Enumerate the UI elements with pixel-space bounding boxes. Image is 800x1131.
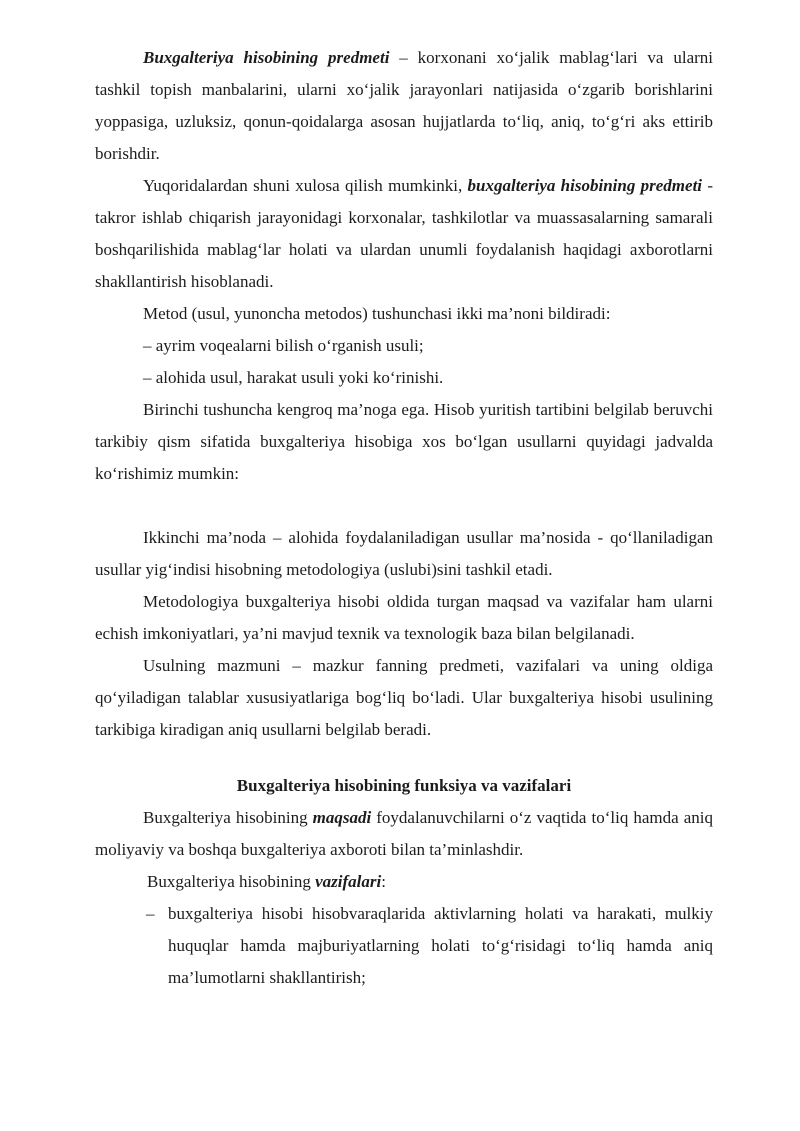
paragraph-methodology: Metodologiya buxgalteriya hisobi oldida turgan maqsad va vazifalar ham ularni echish imkoniyatlari, ya’ni mavjud texnik va texnologik baza bilan belgilanadi. [95,592,713,643]
paragraph-text: – korxonani xo‘jalik mablag‘lari va ularni tashkil topish manbalarini, ularni xo‘jalik jarayonlari natijasida o‘zgarib borishlarini yoppasiga, uzluksiz, qonun-qoidalarga asosan hujjatlarda to‘liq, aniq, to‘g‘ri aks ettirib borishdir. [95,48,713,163]
term-goal: maqsadi [312,808,372,827]
list-item [95,898,713,994]
tasks-list [95,898,713,994]
paragraph-first-meaning: Birinchi tushuncha kengroq ma’noga ega. Hisob yuritish tartibini belgilab beruvchi tarkibiy qism sifatida buxgalteriya hisobiga xos bo‘lgan usullarni quyidagi jadvalda ko‘rishimiz mumkin: [95,400,713,483]
term-subject: Buxgalteriya hisobining predmeti [143,48,390,67]
section-heading: Buxgalteriya hisobining funksiya va vazifalari [236,776,572,795]
paragraph-method-intro: Metod (usul, yunoncha metodos) tushunchasi ikki ma’noni bildiradi: [143,304,611,323]
method-meaning-2: – alohida usul, harakat usuli yoki ko‘rinishi. [143,368,444,387]
table-placeholder-gap [95,490,713,522]
paragraph-text: Yuqoridalardan shuni xulosa qilish mumkinki, [143,176,468,195]
paragraph-tasks-intro [95,866,713,898]
paragraph-second-meaning: Ikkinchi ma’noda – alohida foydalaniladigan usullar ma’nosida - qo‘llaniladigan usullar yig‘indisi hisobning metodologiya (uslubi)sini tashkil etadi. [95,528,713,579]
section-gap [95,746,713,770]
paragraph-text: foydalanuvchilarni o‘z vaqtida to‘liq hamda aniq moliyaviy va boshqa buxgalteriya axboroti bilan ta’minlashdir. [95,808,713,859]
paragraph-text: - takror ishlab chiqarish jarayonidagi korxonalar, tashkilotlar va muassasalarning samarali boshqarilishida mablag‘lar holati va ulardan unumli foydalanish haqidagi axborotlarni shakllantirish hisoblanadi. [95,176,713,291]
paragraph-subject-definition [95,42,713,170]
method-meaning-1: – ayrim voqealarni bilish o‘rganish usuli; [143,336,424,355]
paragraph-text: Buxgalteriya hisobining [147,872,316,891]
paragraph-conclusion [95,170,713,298]
term-tasks: vazifalari [315,872,382,891]
dash-marker: – [146,904,155,923]
term-subject: buxgalteriya hisobining predmeti [467,176,703,195]
paragraph-goal [95,802,713,866]
paragraph-method-content: Usulning mazmuni – mazkur fanning predmeti, vazifalari va uning oldiga qo‘yiladigan talablar xususiyatlariga bog‘liq bo‘ladi. Ular buxgalteriya hisobi usulining tarkibiga kiradigan aniq usullarni belgilab beradi. [95,656,713,739]
paragraph-text: Buxgalteriya hisobining [143,808,313,827]
paragraph-text: : [381,872,386,891]
document-body [95,42,713,994]
list-item-text: buxgalteriya hisobi hisobvaraqlarida aktivlarning holati va harakati, mulkiy huquqlar hamda majburiyatlarning holati to‘g‘risidagi to‘liq hamda aniq ma’lumotlarni shakllantirish; [168,904,713,987]
